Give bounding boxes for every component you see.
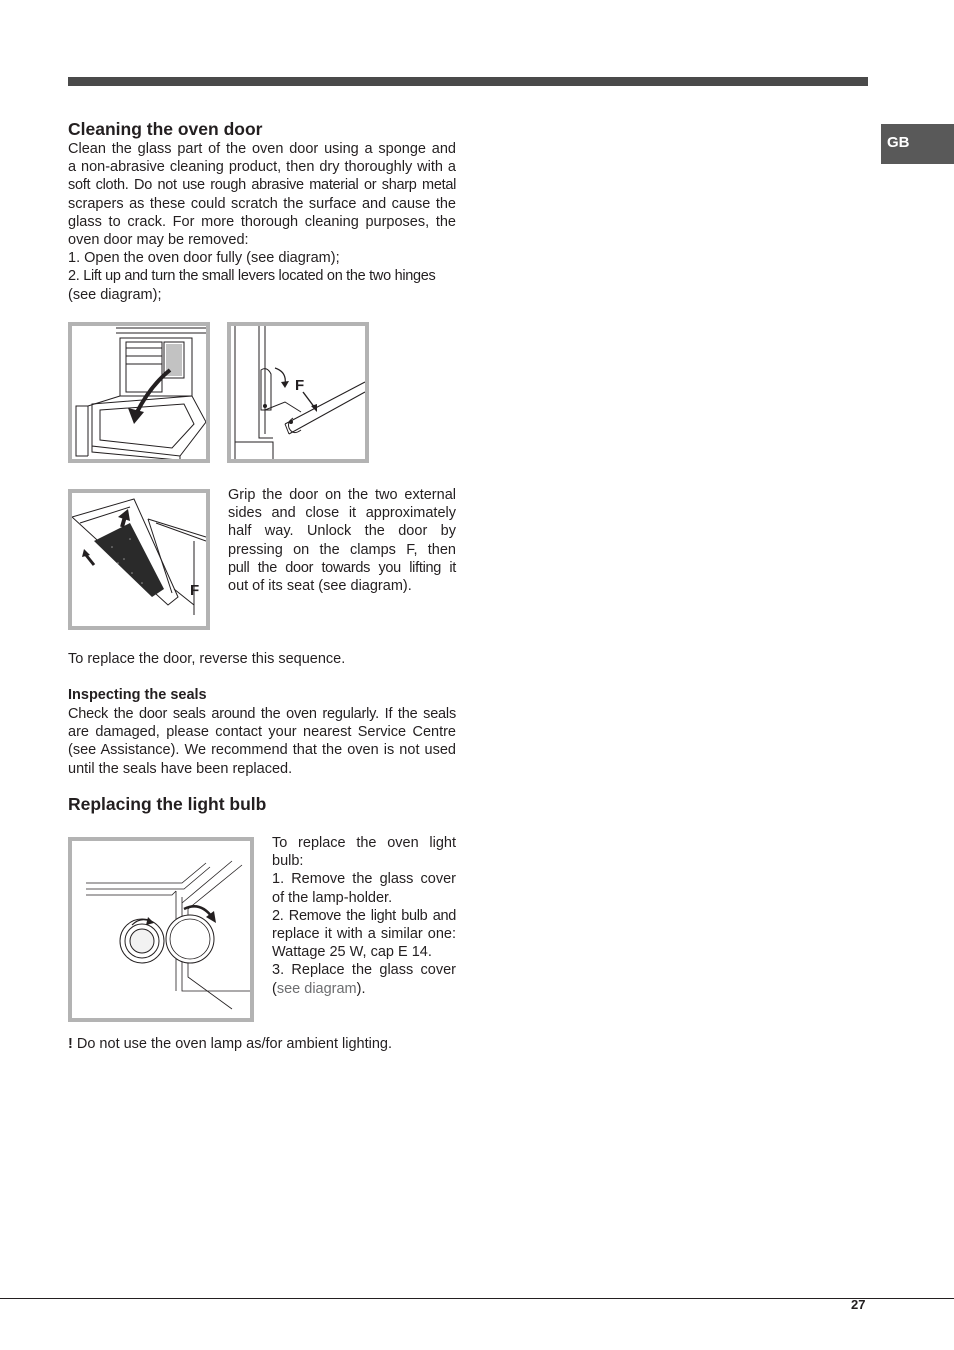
warning-text: Do not use the oven lamp as/for ambient lighting. (72, 1036, 393, 1052)
text-line-last (272, 980, 456, 998)
text-line: out of its seat (see diagram). (228, 578, 412, 595)
bulb-paragraph (272, 834, 456, 998)
text-line: 2. Lift up and turn the small levers located on the two hinges (68, 268, 436, 285)
figure-lamp-holder (68, 837, 254, 1022)
text-line: half way. Unlock the door by (228, 523, 456, 540)
warning-mark: ! (68, 1036, 73, 1052)
figure-remove-door (68, 489, 210, 630)
subsection-title-seals: Inspecting the seals (68, 687, 207, 703)
clamp-label: F (295, 377, 305, 394)
lamp-holder-drawing (72, 841, 250, 1018)
text-line: replace it with a similar one: (272, 926, 456, 943)
cleaning-paragraph (68, 140, 456, 304)
hinge-lever-drawing (231, 326, 365, 459)
text-line: pull the door towards you lifting it (228, 559, 456, 576)
text-line: oven door may be removed: (68, 232, 249, 249)
page-number: 27 (851, 1297, 866, 1312)
text-line: To replace the oven light (272, 835, 456, 851)
see-diagram-link[interactable]: see diagram (276, 980, 357, 997)
warning-note (68, 1035, 468, 1053)
text-line: 1. Remove the glass cover (272, 871, 456, 888)
figure-open-door (68, 322, 210, 463)
text-line: Clean the glass part of the oven door using a sponge and (68, 141, 456, 157)
figure-hinge-lever (227, 322, 369, 463)
text-line: Check the door seals around the oven regularly. If the seals (68, 706, 456, 722)
text-line: glass to crack. For more thorough cleaning purposes, the (68, 213, 456, 230)
text-line: of the lamp-holder. (272, 889, 393, 906)
clamp-label: F (190, 582, 200, 599)
text-line: bulb: (272, 853, 304, 870)
text-line: sides and close it approximately (228, 505, 456, 522)
text-line: (see diagram); (68, 286, 162, 303)
seals-paragraph (68, 705, 456, 778)
language-tab[interactable]: GB (881, 124, 954, 164)
text-line: scrapers as these could scratch the surface and cause the (68, 195, 456, 212)
header-rule (68, 77, 868, 86)
open-door-drawing (72, 326, 206, 459)
text-line: soft cloth. Do not use rough abrasive material or sharp metal (68, 177, 456, 194)
text-line: 1. Open the oven door fully (see diagram); (68, 250, 340, 267)
remove-door-drawing (72, 493, 206, 626)
section-title-cleaning: Cleaning the oven door (68, 119, 263, 139)
text-line: a non-abrasive cleaning product, then dry thoroughly with a (68, 159, 456, 176)
text-line: Grip the door on the two external (228, 487, 456, 503)
text-line: until the seals have been replaced. (68, 760, 293, 777)
text-line: 2. Remove the light bulb and (272, 907, 456, 924)
replace-door-text: To replace the door, reverse this sequence. (68, 651, 346, 667)
grip-paragraph (228, 486, 456, 595)
footer-rule (0, 1298, 954, 1299)
section-title-bulb: Replacing the light bulb (68, 794, 267, 814)
text-line: 3. Replace the glass cover (272, 962, 456, 979)
paren-open: ( (272, 980, 277, 997)
text-line: (see Assistance). We recommend that the oven is not used (68, 742, 456, 759)
text-line: are damaged, please contact your nearest Service Centre (68, 724, 456, 741)
text-line: pressing on the clamps F, then (228, 541, 456, 558)
paren-close: ). (356, 980, 366, 997)
text-line: Wattage 25 W, cap E 14. (272, 944, 432, 961)
